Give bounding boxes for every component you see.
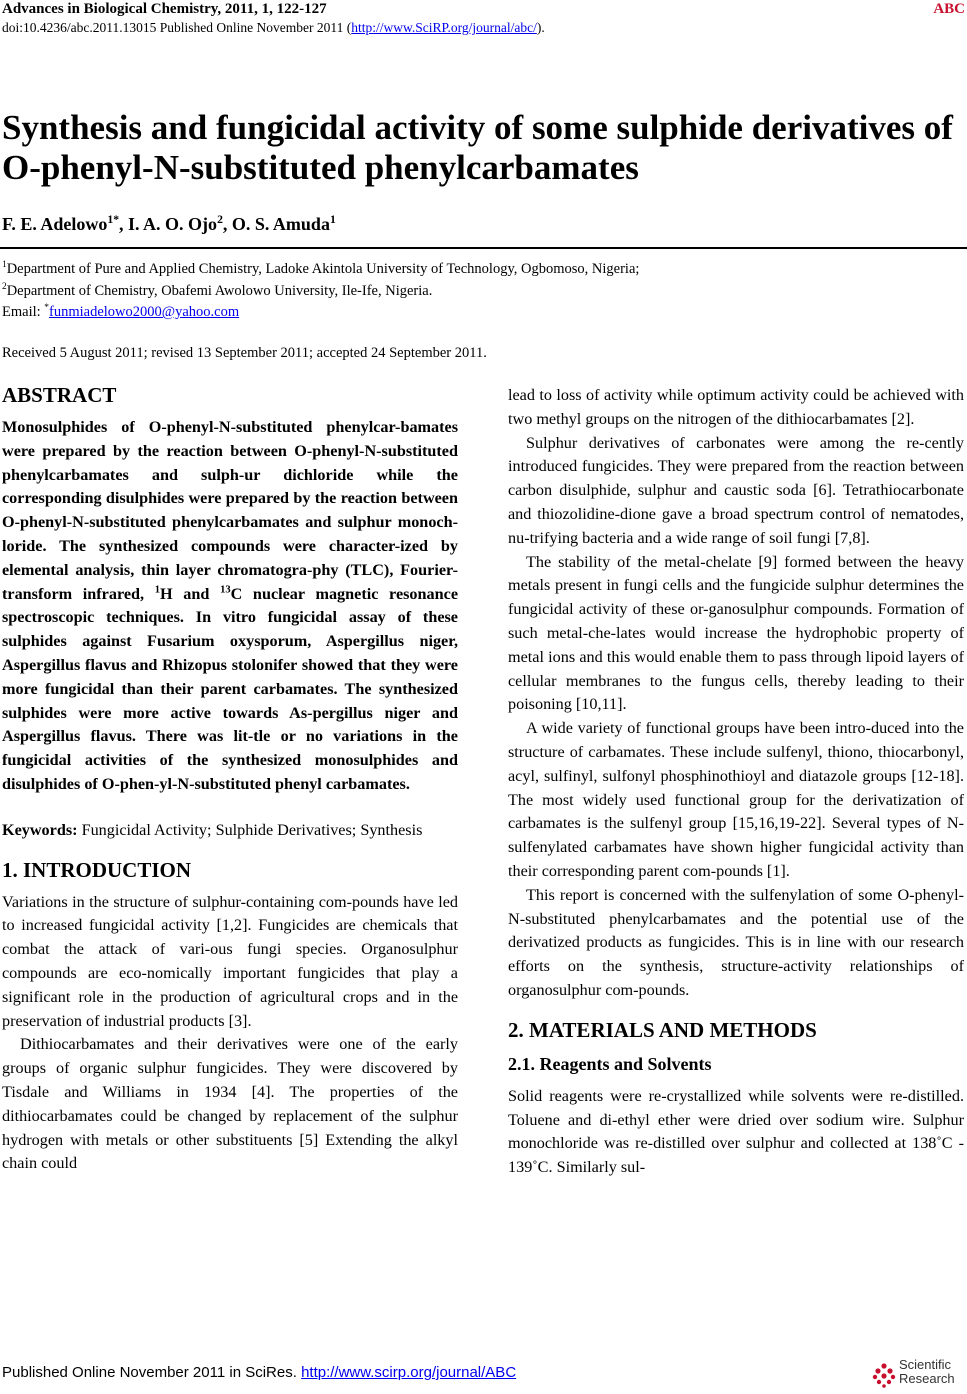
intro-paragraph: A wide variety of functional groups have been intro-duced into the structure of carbamates. These include sulfenyl, thiono, thiocarbonyl, acyl, sulfinyl, sulfonyl phosphinothioyl and diatazole groups [12-18]. The most widely used functional group for the derivatization of carbamates is the sulfenyl group [15,16,19-22]. Several types of N-sulfenylated carbamates have shown higher fungicidal activity than their corresponding parent com-pounds [1].: [508, 719, 964, 880]
scientific-research-logo: [871, 1358, 963, 1392]
c-superscript: 13: [220, 584, 231, 596]
right-column: [508, 384, 964, 1180]
footer-link[interactable]: http://www.scirp.org/journal/ABC: [301, 1364, 517, 1381]
reagents-subheading: 2.1. Reagents and Solvents: [508, 1053, 712, 1074]
keywords: [2, 819, 458, 843]
paper-title: Synthesis and fungicidal activity of some sulphide derivatives of O-phenyl-N-substituted phenylcarbamates: [2, 108, 953, 187]
affiliation-text: Department of Chemistry, Obafemi Awolowo University, Ile-Ife, Nigeria.: [6, 283, 433, 299]
intro-heading: 1. INTRODUCTION: [2, 857, 192, 882]
affiliation-text: Department of Pure and Applied Chemistry, Ladoke Akintola University of Technology, Ogbomoso, Nigeria;: [6, 261, 640, 277]
logo-wordmark: [899, 1358, 955, 1386]
methods-heading: 2. MATERIALS AND METHODS: [508, 1017, 817, 1042]
left-column: [2, 380, 458, 1176]
methods-paragraph: Solid reagents were re-crystallized while solvents were re-distilled. Toluene and di-ethyl ether were dried over sodium wire. Sulphur monochloride was re-distilled over sulphur and collected at 138˚C - 139˚C. Similarly sul-: [508, 1086, 964, 1177]
author-affil-mark: 1: [329, 213, 336, 226]
abstract-text: Monosulphides of O-phenyl-N-substituted phenylcar-bamates were prepared by the reaction between O-phenyl-N-substituted phenylcarbamates and sulph-ur dichloride while the corresponding disulphides were prepared by the reaction between O-phenyl-N-substituted phenylcarbamates and sulphur monoch-loride. The synthesized compounds were character-ized by elemental analysis, thin layer chromatogra-phy (TLC), Fourier-transform infrared,: [2, 418, 458, 603]
affiliation-mark: 1: [2, 260, 7, 271]
abstract-heading: ABSTRACT: [2, 383, 117, 407]
intro-paragraph: lead to loss of activity while optimum activity could be achieved with two methyl groups on the nitrogen of the dithiocarbamates [2].: [508, 386, 964, 428]
doi-suffix: ).: [536, 20, 545, 35]
publisher-logo-icon: [871, 1362, 897, 1388]
journal-link[interactable]: http://www.SciRP.org/journal/abc/: [351, 20, 537, 35]
author-name: I. A. O. Ojo: [128, 214, 218, 234]
intro-paragraph: Dithiocarbamates and their derivatives were one of the early groups of organic sulphur fungicides. They were discovered by Tisdale and Williams in 1934 [4]. The properties of the dithiocarbamates could be changed by replacement of the sulphur hydrogen with metals or other substituents [5] Extending the alkyl chain could: [2, 1035, 458, 1173]
email-link[interactable]: funmiadelowo2000@yahoo.com: [49, 304, 240, 320]
author-affil-mark: 2: [217, 213, 223, 226]
author-name: F. E. Adelowo: [2, 214, 108, 234]
journal-citation: Advances in Biological Chemistry, 2011, 1, 122-127: [2, 1, 327, 17]
intro-paragraph: The stability of the metal-chelate [9] formed between the heavy metals present in fungi cells and the fungicide sulphur determines the fungicidal activity of these or-ganosulphur compounds. Formation of such metal-che-lates would increase the hydrophobic property of metal ions and this would enable them to pass through lipoid layers of cellular membranes to the fungus cells, thereby leading to their poisoning [10,11].: [508, 552, 964, 714]
header-divider: [0, 247, 967, 249]
intro-paragraph: Sulphur derivatives of carbonates were among the re-cently introduced fungicides. They were prepared from the reaction between carbon disulphide, sulphur and caustic soda [6]. Tetrathiocarbonate and thiozolidine-dione gave a broad spectrum control of nematodes, nu-trifying bacteria and a wide range of soil fungi [7,8].: [508, 433, 964, 547]
author-list: [2, 214, 336, 235]
keywords-text: Fungicidal Activity; Sulphide Derivatives; Synthesis: [77, 820, 423, 839]
doi-line: [2, 20, 545, 36]
abstract-text: H and: [160, 584, 221, 603]
journal-abbreviation: ABC: [933, 1, 965, 17]
affiliation-1: [2, 261, 639, 278]
footer-published: [2, 1364, 516, 1381]
affiliation-mark: 2: [2, 282, 7, 293]
author-separator: ,: [222, 214, 232, 234]
footer-text: Published Online November 2011 in SciRes.: [2, 1364, 302, 1381]
author-separator: ,: [119, 214, 129, 234]
email-label: Email:: [2, 304, 45, 320]
author-affil-mark: 1*: [107, 213, 120, 226]
intro-paragraph: This report is concerned with the sulfenylation of some O-phenyl-N-substituted phenylcarbamates and the potential use of the derivatized products as fungicides. This is in line with our research efforts on the synthesis, structure-activity relationships of organosulphur com-pounds.: [508, 885, 964, 999]
logo-line-1: Scientific: [899, 1357, 952, 1372]
author-name: O. S. Amuda: [231, 214, 330, 234]
email-mark: *: [44, 303, 49, 314]
affiliation-2: [2, 283, 432, 300]
email-line: [2, 304, 239, 321]
abstract-body: [2, 416, 458, 797]
intro-paragraph: Variations in the structure of sulphur-containing com-pounds have led to increased fungicidal activity [1,2]. Fungicides are chemicals that combat the attack of vari-ous fungi species. Organosulphur compounds are eco-nomically important fungicides that play a significant role in the production of agricultural crops and in the preservation of industrial products [3].: [2, 892, 458, 1030]
logo-line-2: Research: [899, 1371, 955, 1386]
h-superscript: 1: [154, 584, 161, 596]
doi-text: doi:10.4236/abc.2011.13015 Published Online November 2011 (: [2, 20, 352, 35]
abstract-text: C nuclear magnetic resonance spectroscopic techniques. In vitro fungicidal assay of these sulphides against Fusarium oxysporum, Aspergillus niger, Aspergillus flavus and Rhizopus stolonifer showed that they were more fungicidal than their parent carbamates. The synthesized sulphides were more active towards As-pergillus niger and Aspergillus flavus. There was lit-tle or no variations in the fungicidal activities of the synthesized monosulphides and disulphides of O-phen-yl-N-substituted phenyl carbamates.: [2, 584, 458, 793]
keywords-label: Keywords:: [2, 820, 78, 839]
received-dates: Received 5 August 2011; revised 13 September 2011; accepted 24 September 2011.: [2, 345, 487, 361]
